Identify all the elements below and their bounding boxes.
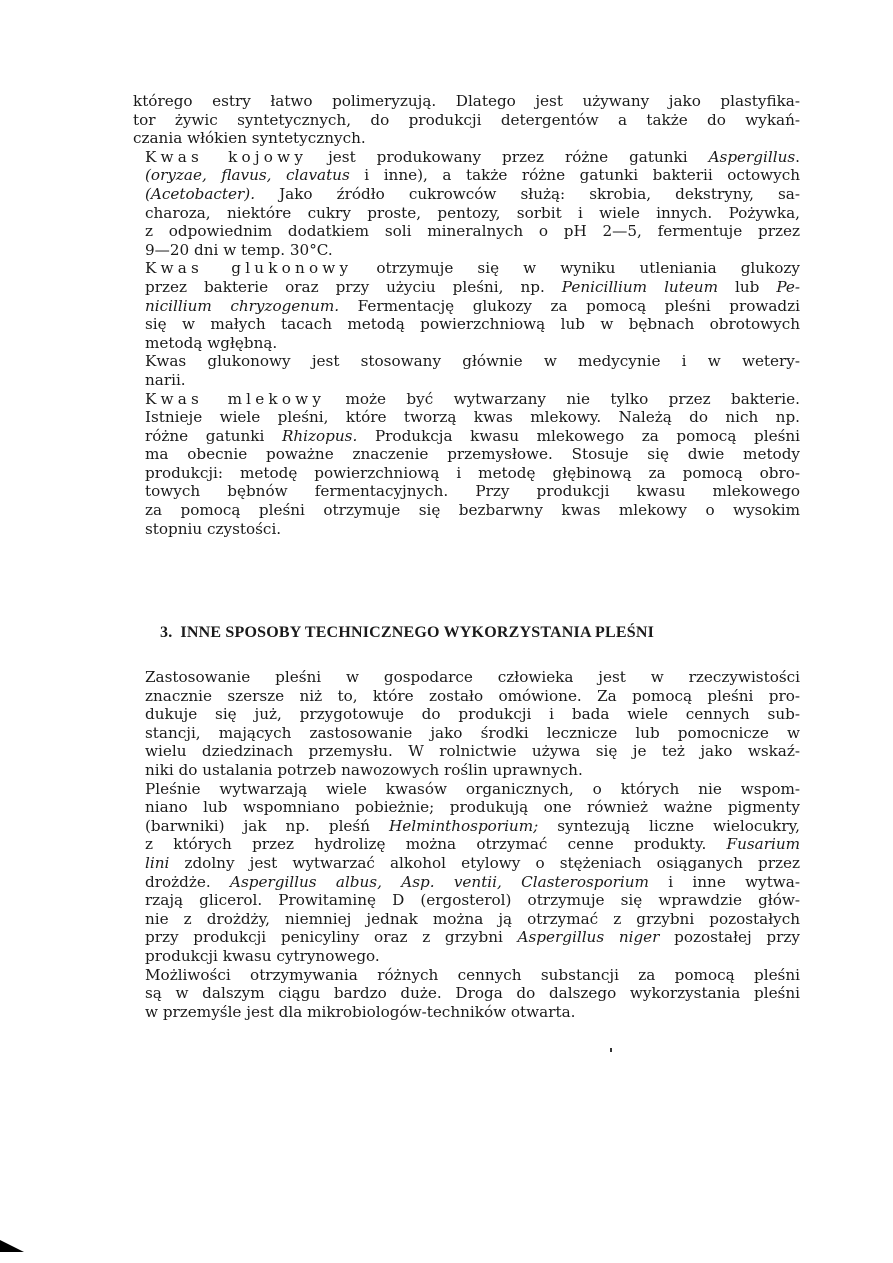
italic-species: Penicillium luteum [561, 277, 718, 296]
text-line [133, 928, 800, 947]
text-line: charoza, niektóre cukry proste, pentozy, sorbit i wiele innych. Pożywka, [145, 203, 800, 222]
text-span: Fermentację glukozy za pomocą pleśni prowadzi [339, 296, 801, 315]
text-span: drożdże. [145, 872, 230, 891]
term-kwas-glukonowy: Kwas glukonowy [145, 259, 353, 278]
text-line [133, 259, 800, 278]
text-line [133, 873, 800, 892]
text-line [133, 835, 800, 854]
section-title: INNE SPOSOBY TECHNICZNEGO WYKORZYSTANIA PLEŚNI [180, 624, 655, 641]
document-page-bottom [133, 668, 800, 1021]
section-heading [160, 624, 800, 642]
text-line: się w małych tacach metodą powierzchniową lub w bębnach obrotowych [145, 315, 800, 334]
text-line: dukuje się już, przygotowuje do produkcji i bada wiele cennych sub- [145, 705, 800, 724]
text-span: Produkcja kwasu mlekowego za pomocą pleśni [357, 426, 801, 445]
italic-species: nicillium chryzogenum. [145, 296, 340, 315]
italic-species: lini [145, 853, 170, 872]
italic-species: Aspergillus niger [517, 928, 660, 947]
text-line [133, 390, 800, 409]
paragraph-continuation [133, 92, 800, 148]
text-line: nie z drożdży, niemniej jednak można ją otrzymać z grzybni pozostałych [145, 909, 800, 928]
text-line: produkcji kwasu cytrynowego. [145, 946, 380, 965]
text-span: jest produkowany przez różne gatunki [307, 147, 709, 166]
text-span: (barwniki) jak np. pleśń [145, 816, 389, 835]
italic-species: Aspergillus albus, Asp. ventii, Clasterosporium [229, 872, 649, 891]
text-span: różne gatunki [145, 426, 282, 445]
italic-species: Pe- [776, 277, 800, 296]
text-line [133, 185, 800, 204]
text-line: ma obecnie poważne znaczenie przemysłowe. Stosuje się dwie metody [145, 445, 800, 464]
text-span: . [795, 147, 800, 166]
text-line: Pleśnie wytwarzają wiele kwasów organicznych, o których nie wspom- [145, 779, 800, 798]
text-line: za pomocą pleśni otrzymuje się bezbarwny kwas mlekowy o wysokim [145, 501, 800, 520]
paragraph-kwas-glukonowy [133, 259, 800, 352]
scan-corner-artifact [0, 1240, 24, 1252]
text-line: Kwas glukonowy jest stosowany głównie w medycynie i w wetery- [145, 352, 800, 371]
italic-species: (oryzae, flavus, clavatus [145, 166, 350, 185]
paragraph-glukonowy-usage [133, 352, 800, 389]
text-span: i inne wytwa- [648, 872, 800, 891]
paragraph-kwas-kojowy [133, 148, 800, 260]
text-line: w przemyśle jest dla mikrobiologów-techników otwarta. [145, 1002, 576, 1021]
text-line [133, 427, 800, 446]
text-line [133, 817, 800, 836]
text-span: z których przez hydrolizę można otrzymać cenne produkty. [145, 835, 727, 854]
document-page-top [133, 92, 800, 538]
text-line: czania włókien syntetycznych. [133, 129, 366, 148]
text-line [133, 854, 800, 873]
paragraph-mozliwosci [133, 966, 800, 1022]
text-span: przy produkcji penicyliny oraz z grzybni [145, 928, 518, 947]
text-line [133, 297, 800, 316]
text-line: narii. [145, 370, 186, 389]
text-line: towych bębnów fermentacyjnych. Przy produkcji kwasu mlekowego [145, 482, 800, 501]
italic-species: Aspergillus [708, 147, 796, 166]
italic-species: Rhizopus. [281, 426, 358, 445]
text-span: Jako źródło cukrowców służą: skrobia, dekstryny, sa- [255, 184, 800, 203]
text-span: syntezują liczne wielocukry, [538, 816, 800, 835]
text-line [133, 148, 800, 167]
text-line [133, 166, 800, 185]
text-span: może być wytwarzany nie tylko przez bakterie. [325, 389, 800, 408]
text-line: stancji, mających zastosowanie jako środki lecznicze lub pomocnicze w [145, 723, 800, 742]
scan-speck [610, 1048, 612, 1052]
text-line: Zastosowanie pleśni w gospodarce człowieka jest w rzeczywistości [145, 668, 800, 686]
text-span: pozostałej przy [659, 928, 800, 947]
text-line: są w dalszym ciągu bardzo duże. Droga do dalszego wykorzystania pleśni [145, 984, 800, 1003]
paragraph-plesnie [133, 780, 800, 966]
text-line: tor żywic syntetycznych, do produkcji detergentów a także do wykań- [133, 110, 800, 129]
text-line: Możliwości otrzymywania różnych cennych substancji za pomocą pleśni [145, 965, 800, 984]
section-number: 3. [160, 624, 173, 641]
text-span: otrzymuje się w wyniku utleniania glukozy [352, 259, 800, 278]
italic-species: Helminthosporium; [389, 816, 539, 835]
text-line: produkcji: metodę powierzchniową i metodę głębinową za pomocą obro- [145, 463, 800, 482]
text-line [133, 278, 800, 297]
text-line: rzają glicerol. Prowitaminę D (ergosterol) otrzymuje się wprawdzie głów- [145, 891, 800, 910]
text-span: i inne), a także różne gatunki bakterii octowych [349, 166, 800, 185]
text-span: lub [717, 277, 777, 296]
text-line: stopniu czystości. [145, 519, 282, 538]
text-line: z odpowiednim dodatkiem soli mineralnych o pH 2—5, fermentuje przez [145, 222, 800, 241]
term-kwas-kojowy: Kwas kojowy [145, 147, 308, 166]
paragraph-zastosowanie [133, 668, 800, 780]
text-line: znacznie szersze niż to, które zostało omówione. Za pomocą pleśni pro- [145, 686, 800, 705]
text-line: wielu dziedzinach przemysłu. W rolnictwie używa się je też jako wskaź- [145, 742, 800, 761]
text-line: 9—20 dni w temp. 30°C. [145, 240, 333, 259]
term-kwas-mlekowy: Kwas mlekowy [145, 389, 326, 408]
text-line: metodą wgłębną. [145, 333, 278, 352]
text-span: przez bakterie oraz przy użyciu pleśni, np. [145, 277, 562, 296]
text-line: Istnieje wiele pleśni, które tworzą kwas mlekowy. Należą do nich np. [145, 408, 800, 427]
text-line: niano lub wspomniano pobieżnie; produkują one również ważne pigmenty [145, 798, 800, 817]
text-span: zdolny jest wytwarzać alkohol etylowy o stężeniach osiąganych przez [169, 853, 800, 872]
paragraph-kwas-mlekowy [133, 390, 800, 539]
text-line: niki do ustalania potrzeb nawozowych roślin uprawnych. [145, 760, 583, 779]
text-line: którego estry łatwo polimeryzują. Dlatego jest używany jako plastyfika- [133, 92, 800, 110]
italic-species: Fusarium [726, 835, 800, 854]
italic-species: (Acetobacter). [145, 184, 256, 203]
